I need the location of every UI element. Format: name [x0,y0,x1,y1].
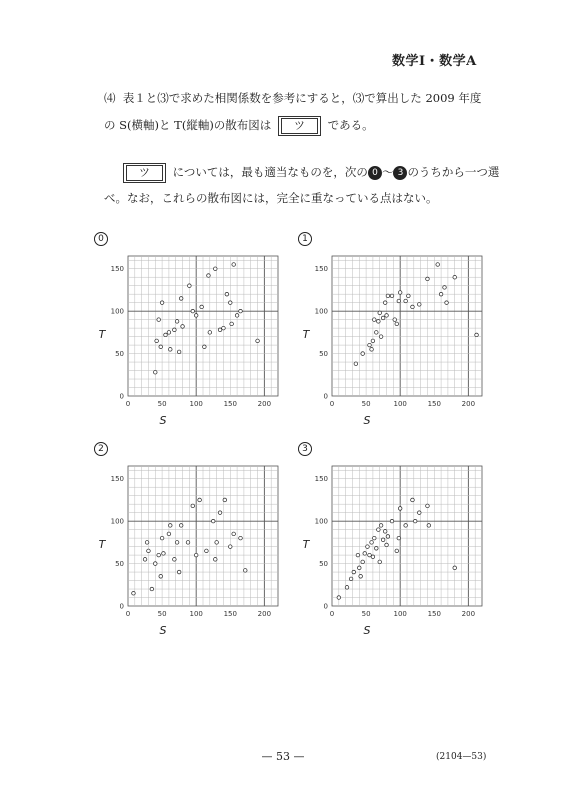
data-point [356,553,360,557]
x-tick-label: 0 [329,400,335,408]
data-point [239,309,243,313]
y-tick-label: 100 [110,517,124,526]
data-point [357,566,361,570]
data-point [208,331,212,335]
data-point [230,322,234,326]
data-point [370,348,374,352]
data-point [203,345,207,349]
x-tick-label: 100 [393,400,407,408]
x-tick-label: 50 [157,610,167,618]
y-axis-label: T [98,538,106,551]
question-line-2 [104,116,374,136]
data-point [368,553,372,557]
x-tick-label: 0 [329,610,335,618]
data-point [173,558,177,562]
instruction-tail: のうちから一つ選 [407,165,500,179]
data-point [215,541,219,545]
data-point [375,331,379,335]
data-point [191,309,195,313]
data-point [372,318,376,322]
data-point [194,553,198,557]
scatter-plot-1 [298,232,488,432]
data-point [398,291,402,295]
subject-header: 数学Ⅰ・数学A [392,54,477,69]
data-point [168,348,172,352]
x-tick-label: 200 [461,610,476,618]
data-point [222,326,226,330]
data-point [366,545,370,549]
x-tick-label: 200 [461,400,476,408]
data-point [337,596,341,600]
data-point [354,362,358,366]
data-point [168,524,172,528]
data-point [345,586,349,590]
choice-marker-start: 0 [368,166,382,180]
data-point [453,275,457,279]
data-point [395,322,399,326]
y-tick-label: 150 [110,475,124,484]
data-point [153,562,157,566]
data-point [381,538,385,542]
data-point [407,294,411,298]
question-text-1: 表１と⑶で求めた相関係数を参考にすると，⑶で算出した 2009 年度 [122,91,482,105]
instruction-box-label: ツ [126,165,163,181]
y-axis-label: T [98,328,106,341]
data-point [390,519,394,523]
data-point [164,333,168,337]
data-point [475,333,479,337]
scatter-svg-3 [298,442,488,642]
x-axis-label: S [159,624,167,637]
data-point [132,591,136,595]
x-tick-label: 50 [361,400,371,408]
data-point [371,339,375,343]
data-point [361,560,365,564]
data-point [381,316,385,320]
plot-label-3: 3 [298,442,312,456]
y-tick-label: 0 [323,392,328,401]
data-point [155,339,159,343]
data-point [386,294,390,298]
question-text-3: である。 [327,118,374,132]
data-point [436,263,440,267]
data-point [218,328,222,332]
data-point [417,303,421,307]
data-point [179,297,183,301]
x-tick-label: 150 [427,610,441,618]
y-tick-label: 100 [314,517,328,526]
instruction-line-1 [120,163,499,183]
data-point [383,301,387,305]
data-point [179,524,183,528]
y-tick-label: 0 [119,392,124,401]
data-point [186,541,190,545]
plot-label-2: 2 [94,442,108,456]
data-point [207,274,211,278]
data-point [198,498,202,502]
y-tick-label: 100 [110,307,124,316]
data-point [232,263,236,267]
data-point [453,566,457,570]
data-point [213,558,217,562]
data-point [361,352,365,356]
question-text-2: の S(横軸)と T(縦軸)の散布図は [104,118,272,132]
instruction-line-2: べ。なお，これらの散布図には，完全に重なっている点はない。 [104,191,438,205]
y-tick-label: 0 [323,602,328,611]
y-tick-label: 50 [319,560,328,569]
data-point [443,286,447,290]
data-point [173,328,177,332]
data-point [377,528,381,532]
answer-box [278,116,321,136]
scatter-svg-1 [298,232,488,432]
data-point [160,536,164,540]
data-point [153,370,157,374]
scatter-plot-3 [298,442,488,642]
data-point [379,524,383,528]
data-point [157,318,161,322]
data-point [188,284,192,288]
choice-marker-end: 3 [393,166,407,180]
data-point [175,541,179,545]
y-axis-label: T [302,538,310,551]
data-point [363,552,367,556]
data-point [177,570,181,574]
data-point [243,569,247,573]
data-point [413,519,417,523]
data-point [213,267,217,271]
plot-label-0: 0 [94,232,108,246]
data-point [411,498,415,502]
y-axis-label: T [302,328,310,341]
data-point [159,345,163,349]
data-point [150,587,154,591]
x-tick-label: 200 [257,610,272,618]
range-separator: 〜 [381,165,394,179]
data-point [397,536,401,540]
data-point [404,524,408,528]
data-point [426,277,430,281]
y-tick-label: 50 [115,350,124,359]
data-point [359,575,363,579]
scatter-svg-2 [94,442,284,642]
data-point [205,549,209,553]
data-point [256,339,260,343]
data-point [228,545,232,549]
scatter-plot-0 [94,232,284,432]
data-point [377,320,381,324]
data-point [157,553,161,557]
x-tick-label: 100 [189,400,203,408]
x-axis-label: S [363,624,371,637]
y-tick-label: 100 [314,307,328,316]
y-tick-label: 150 [314,475,328,484]
instruction-answer-box [123,163,166,183]
x-tick-label: 100 [393,610,407,618]
data-point [211,519,215,523]
x-tick-label: 150 [223,610,237,618]
data-point [177,350,181,354]
x-axis-label: S [159,414,167,427]
plot-label-1: 1 [298,232,312,246]
data-point [218,511,222,515]
y-tick-label: 150 [110,265,124,274]
data-point [352,570,356,574]
x-tick-label: 100 [189,610,203,618]
data-point [395,549,399,553]
x-tick-label: 0 [125,610,131,618]
x-tick-label: 0 [125,400,131,408]
data-point [427,524,431,528]
data-point [371,555,375,559]
data-point [375,547,379,551]
data-point [411,305,415,309]
data-point [235,314,239,318]
data-point [167,331,171,335]
x-tick-label: 150 [223,400,237,408]
page-number: — 53 — [261,750,305,763]
exam-code: (2104—53) [436,752,487,762]
data-point [445,301,449,305]
data-point [239,536,243,540]
data-point [181,325,185,329]
question-number: ⑷ [104,91,116,105]
data-point [426,504,430,508]
data-point [223,498,227,502]
data-point [368,343,372,347]
data-point [349,577,353,581]
data-point [393,318,397,322]
data-point [143,558,147,562]
data-point [378,311,382,315]
data-point [175,320,179,324]
data-point [397,299,401,303]
data-point [379,335,383,339]
x-axis-label: S [363,414,371,427]
question-line-1 [104,90,481,106]
data-point [200,305,204,309]
data-point [398,507,402,511]
data-point [378,560,382,564]
data-point [225,292,229,296]
data-point [159,575,163,579]
data-point [162,552,166,556]
x-tick-label: 50 [361,610,371,618]
y-tick-label: 0 [119,602,124,611]
data-point [439,292,443,296]
data-point [194,314,198,318]
x-tick-label: 200 [257,400,272,408]
data-point [404,299,408,303]
data-point [370,541,374,545]
data-point [228,301,232,305]
data-point [147,549,151,553]
data-point [167,532,171,536]
data-point [191,504,195,508]
y-tick-label: 50 [115,560,124,569]
scatter-plot-2 [94,442,284,642]
data-point [417,511,421,515]
x-tick-label: 150 [427,400,441,408]
y-tick-label: 50 [319,350,328,359]
instruction-text: については，最も適当なものを，次の [172,165,368,179]
data-point [160,301,164,305]
data-point [390,294,394,298]
data-point [383,530,387,534]
data-point [372,536,376,540]
scatter-svg-0 [94,232,284,432]
answer-box-label: ツ [281,118,318,134]
data-point [385,543,389,547]
data-point [386,535,390,539]
data-point [145,541,149,545]
y-tick-label: 150 [314,265,328,274]
data-point [385,314,389,318]
data-point [232,532,236,536]
x-tick-label: 50 [157,400,167,408]
